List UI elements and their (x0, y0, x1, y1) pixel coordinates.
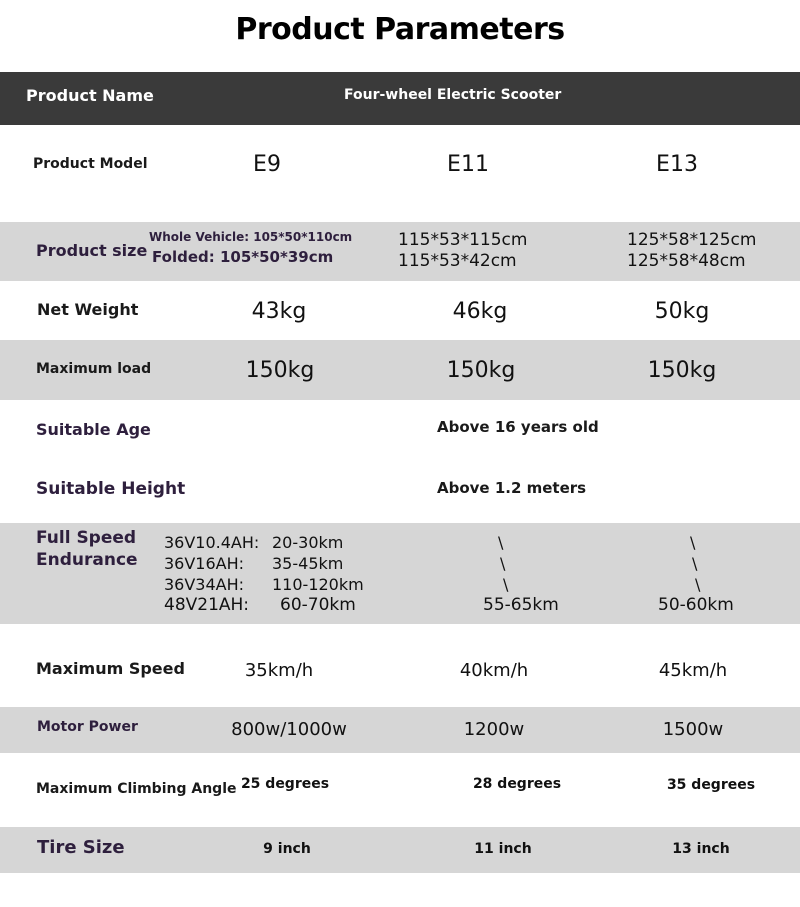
e9-range-4: 60-70km (280, 595, 356, 615)
endurance-row (0, 523, 800, 624)
climb-e13: 35 degrees (666, 777, 756, 793)
size-e9-folded: Folded: 105*50*39cm (152, 248, 334, 266)
model-e11: E11 (447, 152, 489, 177)
product-name-row (0, 72, 800, 125)
suitable-age-value: Above 16 years old (437, 418, 599, 436)
size-e11-whole: 115*53*115cm (398, 230, 528, 250)
endurance-label-line1: Full Speed (36, 528, 137, 548)
tire-size-label: Tire Size (37, 837, 125, 858)
net-weight-e11: 46kg (452, 299, 508, 324)
product-name-value: Four-wheel Electric Scooter (344, 87, 562, 103)
e11-range-1: \ (498, 533, 504, 552)
size-e13-whole: 125*58*125cm (627, 230, 757, 250)
e9-battery-4: 48V21AH: (164, 595, 250, 615)
motor-power-e13: 1500w (662, 719, 724, 740)
suitable-age-label: Suitable Age (36, 420, 151, 439)
e9-range-3: 110-120km (272, 575, 364, 594)
e9-range-1: 20-30km (272, 533, 344, 552)
net-weight-label: Net Weight (37, 300, 139, 319)
max-load-e11: 150kg (446, 358, 516, 383)
maximum-speed-label: Maximum Speed (36, 659, 185, 678)
e9-battery-3: 36V34AH: (164, 575, 245, 594)
e13-range-2: \ (692, 554, 698, 573)
suitable-height-value: Above 1.2 meters (437, 479, 587, 497)
motor-power-row (0, 707, 800, 753)
e11-range-4: 55-65km (483, 595, 559, 615)
product-size-row (0, 222, 800, 281)
endurance-label-line2: Endurance (36, 550, 138, 570)
e9-battery-1: 36V10.4AH: (164, 533, 260, 552)
climb-e11: 28 degrees (472, 776, 562, 792)
suitable-height-label: Suitable Height (36, 479, 186, 499)
e9-battery-2: 36V16AH: (164, 554, 245, 573)
climb-e9: 25 degrees (240, 776, 330, 792)
e13-range-3: \ (695, 575, 701, 594)
net-weight-e13: 50kg (654, 299, 710, 324)
max-speed-e9: 35km/h (244, 660, 314, 681)
maximum-load-row (0, 340, 800, 400)
climbing-angle-label: Maximum Climbing Angle (36, 781, 237, 797)
motor-power-e11: 1200w (463, 719, 525, 740)
motor-power-label: Motor Power (37, 719, 138, 735)
motor-power-e9: 800w/1000w (231, 719, 347, 740)
model-e13: E13 (656, 152, 698, 177)
page-title: Product Parameters (235, 12, 565, 47)
product-size-label: Product size (36, 241, 148, 260)
tire-e11: 11 inch (474, 841, 532, 857)
e11-range-3: \ (503, 575, 509, 594)
model-e9: E9 (253, 152, 281, 177)
e11-range-2: \ (500, 554, 506, 573)
max-speed-e11: 40km/h (459, 660, 529, 681)
e9-range-2: 35-45km (272, 554, 344, 573)
tire-e13: 13 inch (672, 841, 730, 857)
max-load-e13: 150kg (647, 358, 717, 383)
size-e11-folded: 115*53*42cm (398, 251, 517, 271)
maximum-load-label: Maximum load (36, 361, 152, 377)
net-weight-e9: 43kg (251, 299, 307, 324)
product-model-label: Product Model (33, 156, 148, 172)
tire-size-row (0, 827, 800, 873)
e13-range-4: 50-60km (658, 595, 734, 615)
size-e13-folded: 125*58*48cm (627, 251, 746, 271)
e13-range-1: \ (690, 533, 696, 552)
max-speed-e13: 45km/h (658, 660, 728, 681)
tire-e9: 9 inch (263, 841, 311, 857)
max-load-e9: 150kg (245, 358, 315, 383)
product-name-label: Product Name (26, 86, 154, 105)
size-e9-whole: Whole Vehicle: 105*50*110cm (149, 230, 353, 244)
